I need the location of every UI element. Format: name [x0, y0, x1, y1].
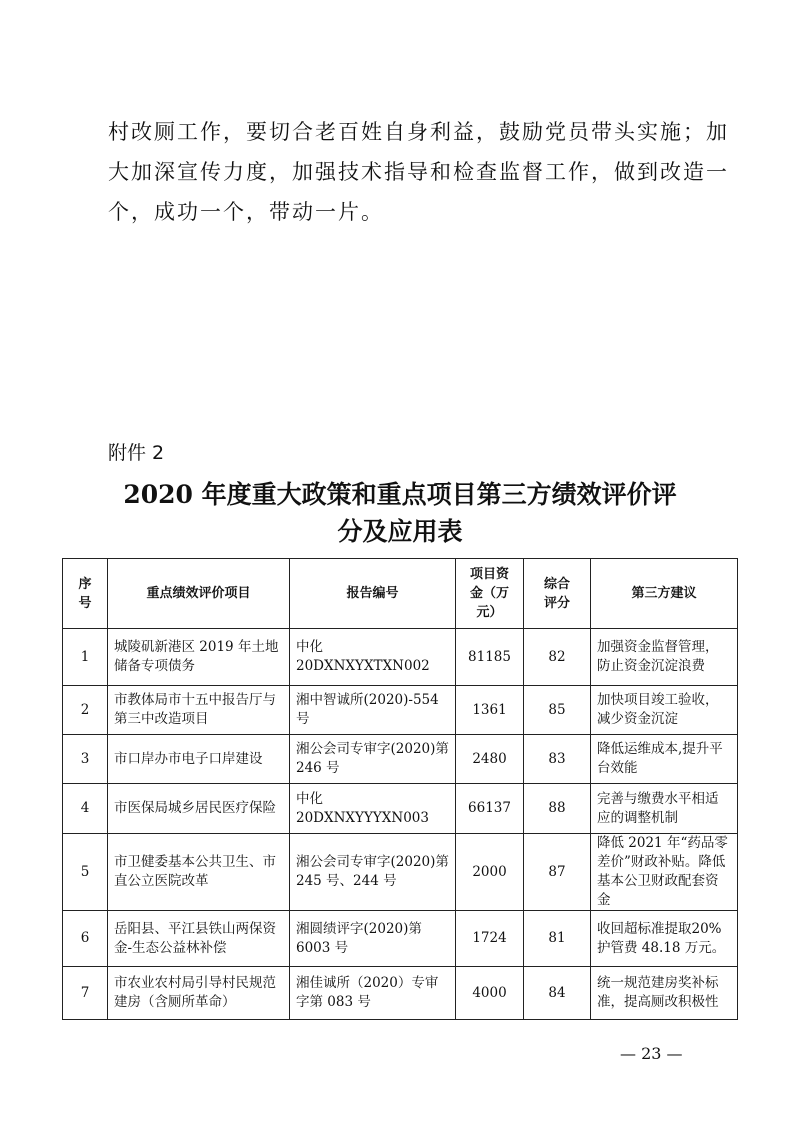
cell-suggestion: 降低运维成本,提升平台效能	[591, 735, 738, 784]
paragraph-line: 村改厕工作，要切合老百姓自身利益，鼓励党员带头实施；加	[108, 120, 729, 144]
cell-suggestion: 统一规范建房奖补标准，提高厕改积极性	[591, 967, 738, 1020]
body-paragraph	[108, 112, 729, 232]
cell-score: 84	[524, 967, 591, 1020]
cell-funds: 2000	[456, 834, 524, 911]
header-project: 重点绩效评价项目	[108, 559, 290, 629]
cell-suggestion: 加快项目竣工验收，减少资金沉淀	[591, 686, 738, 735]
table-title-line2: 分及应用表	[337, 517, 463, 546]
cell-project: 市教体局市十五中报告厅与第三中改造项目	[108, 686, 290, 735]
cell-report-no: 中化 20DXNXYXTXN002	[290, 629, 456, 686]
table-row	[63, 784, 738, 834]
cell-project: 市医保局城乡居民医疗保险	[108, 784, 290, 834]
cell-report-no: 湘圆绩评字(2020)第6003 号	[290, 911, 456, 967]
annex-label: 附件 2	[108, 442, 165, 464]
header-suggestion: 第三方建议	[591, 559, 738, 629]
header-score: 综合评分	[524, 559, 591, 629]
table-row	[63, 629, 738, 686]
table-row	[63, 911, 738, 967]
table-row	[63, 967, 738, 1020]
table-row	[63, 735, 738, 784]
header-index: 序号	[63, 559, 108, 629]
page-number: — 23 —	[620, 1044, 683, 1063]
cell-project: 城陵矶新港区 2019 年土地储备专项债务	[108, 629, 290, 686]
cell-score: 88	[524, 784, 591, 834]
cell-index: 3	[63, 735, 108, 784]
table-header-row	[63, 559, 738, 629]
paragraph-line: 大加深宣传力度，加强技术指导和检查监督工作，做到改造一	[108, 160, 729, 184]
evaluation-table	[62, 558, 738, 1020]
cell-score: 87	[524, 834, 591, 911]
table-row	[63, 834, 738, 911]
cell-funds: 66137	[456, 784, 524, 834]
cell-project: 市卫健委基本公共卫生、市直公立医院改革	[108, 834, 290, 911]
cell-project: 市口岸办市电子口岸建设	[108, 735, 290, 784]
cell-report-no: 中化 20DXNXYYYXN003	[290, 784, 456, 834]
cell-funds: 1724	[456, 911, 524, 967]
cell-report-no: 湘中智诚所(2020)-554号	[290, 686, 456, 735]
cell-report-no: 湘佳诚所（2020）专审字第 083 号	[290, 967, 456, 1020]
cell-suggestion: 加强资金监督管理，防止资金沉淀浪费	[591, 629, 738, 686]
cell-score: 85	[524, 686, 591, 735]
cell-index: 6	[63, 911, 108, 967]
header-funds: 项目资金（万元）	[456, 559, 524, 629]
cell-suggestion: 收回超标准提取20%护管费 48.18 万元。	[591, 911, 738, 967]
cell-suggestion: 降低 2021 年“药品零差价”财政补贴。降低基本公卫财政配套资金	[591, 834, 738, 911]
cell-index: 1	[63, 629, 108, 686]
cell-report-no: 湘公会司专审字(2020)第 245 号、244 号	[290, 834, 456, 911]
header-report-no: 报告编号	[290, 559, 456, 629]
cell-report-no: 湘公会司专审字(2020)第 246 号	[290, 735, 456, 784]
cell-score: 83	[524, 735, 591, 784]
cell-index: 2	[63, 686, 108, 735]
cell-index: 4	[63, 784, 108, 834]
table-title-line1: 2020 年度重大政策和重点项目第三方绩效评价评	[123, 480, 677, 509]
table-row	[63, 686, 738, 735]
cell-funds: 2480	[456, 735, 524, 784]
cell-funds: 4000	[456, 967, 524, 1020]
cell-suggestion: 完善与缴费水平相适应的调整机制	[591, 784, 738, 834]
paragraph-line: 个，成功一个，带动一片。	[108, 200, 384, 224]
cell-index: 7	[63, 967, 108, 1020]
cell-index: 5	[63, 834, 108, 911]
cell-funds: 81185	[456, 629, 524, 686]
cell-score: 82	[524, 629, 591, 686]
cell-project: 岳阳县、平江县铁山两保资金-生态公益林补偿	[108, 911, 290, 967]
cell-funds: 1361	[456, 686, 524, 735]
cell-score: 81	[524, 911, 591, 967]
cell-project: 市农业农村局引导村民规范建房（含厕所革命）	[108, 967, 290, 1020]
